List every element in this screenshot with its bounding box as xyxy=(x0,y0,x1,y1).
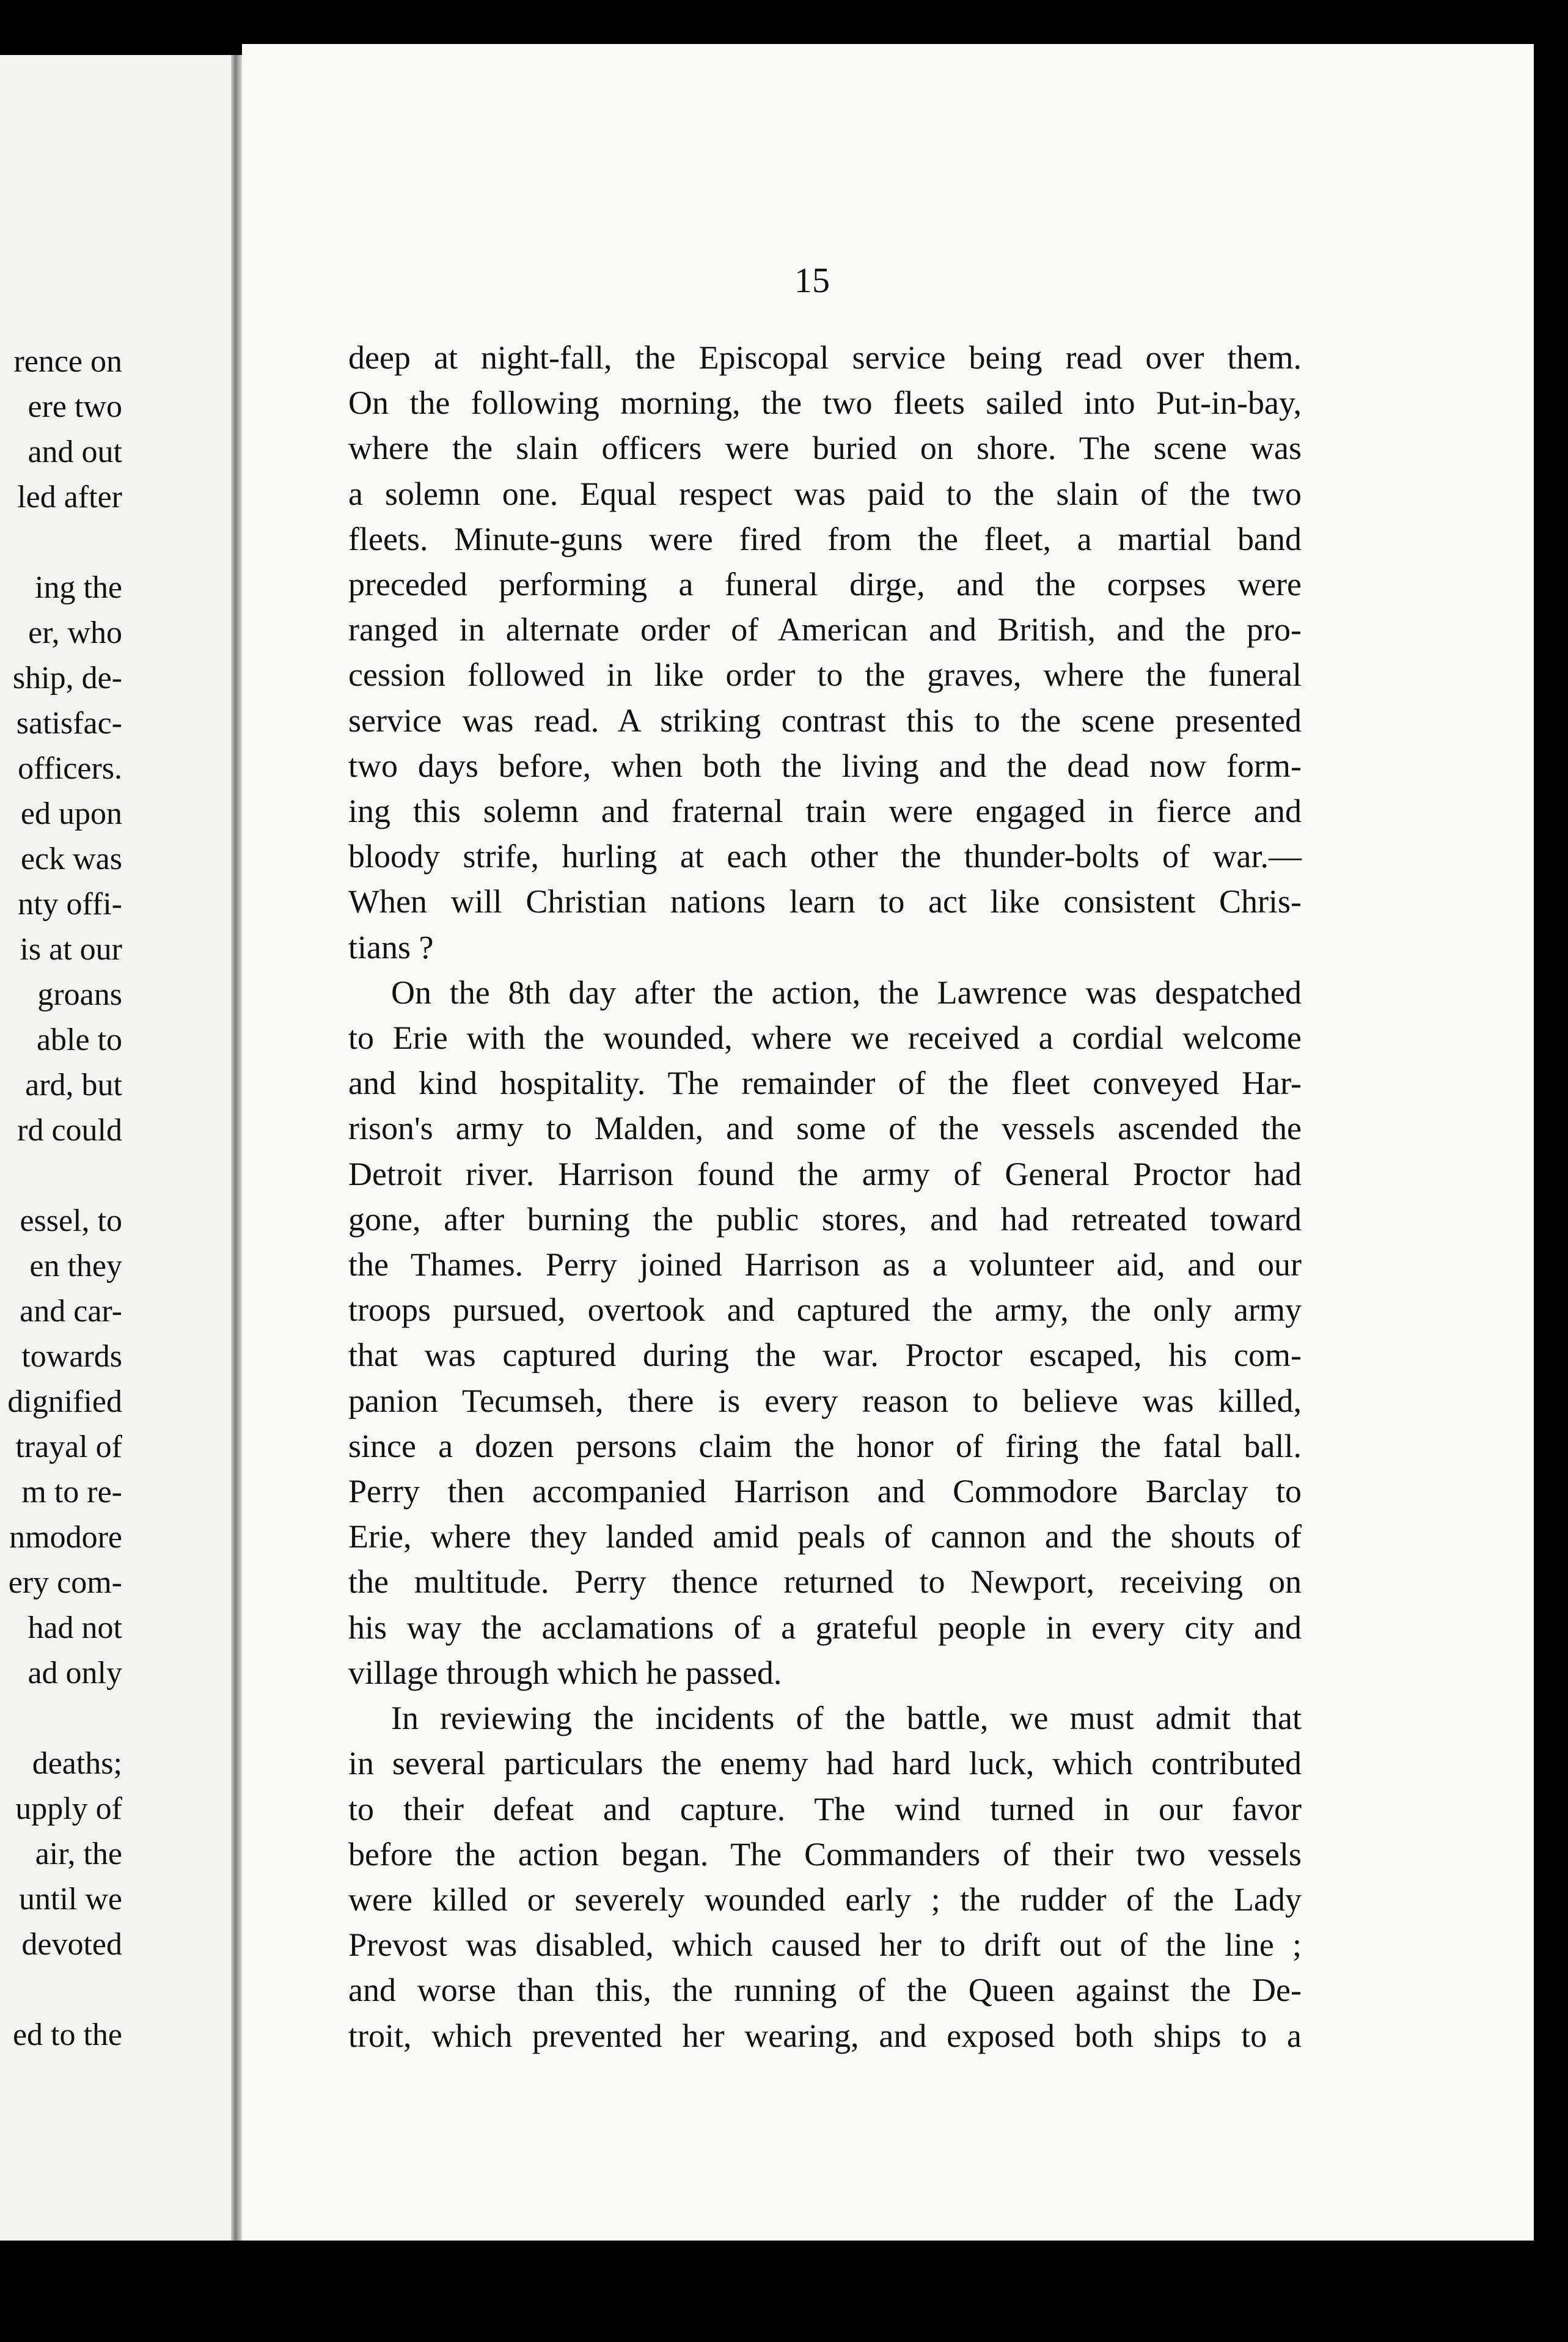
left-page-text-fragments xyxy=(0,339,122,2058)
text-line: where the slain officers were buried on shore. The scene was xyxy=(348,430,1302,467)
left-page-line: ship, de- xyxy=(12,661,122,696)
left-page-line: led after xyxy=(17,480,122,515)
left-page-line xyxy=(0,1153,122,1199)
left-page-line: rence on xyxy=(13,344,122,379)
left-page-line: groans xyxy=(37,977,122,1012)
text-line: in several particulars the enemy had hard luck, which contributed xyxy=(348,1745,1302,1782)
left-page-line: able to xyxy=(36,1022,122,1057)
text-line: deep at night-fall, the Episcopal service being read over them. xyxy=(348,339,1302,376)
left-page-line: towards xyxy=(21,1339,122,1374)
text-line: rison's army to Malden, and some of the vessels ascended the xyxy=(348,1110,1302,1147)
text-line: When will Christian nations learn to act like consistent Chris- xyxy=(348,883,1302,920)
left-page-line xyxy=(0,520,122,565)
left-page-line: trayal of xyxy=(15,1430,122,1464)
text-line: to Erie with the wounded, where we received a cordial welcome xyxy=(348,1019,1302,1057)
left-page-line: upply of xyxy=(15,1791,122,1826)
text-line: since a dozen persons claim the honor of firing the fatal ball. xyxy=(348,1427,1302,1464)
page-number: 15 xyxy=(794,260,830,300)
left-page-line: satisfac- xyxy=(16,706,122,741)
left-page-line: nmodore xyxy=(9,1520,122,1555)
left-page-line: er, who xyxy=(28,615,122,650)
text-line: fleets. Minute-guns were fired from the fleet, a martial band xyxy=(348,520,1302,557)
paragraph xyxy=(348,1695,1302,2058)
text-line: In reviewing the incidents of the battle, we must admit that xyxy=(391,1700,1302,1737)
paragraph xyxy=(348,335,1302,970)
left-page-line: air, the xyxy=(35,1837,122,1871)
left-page-line: ad only xyxy=(27,1656,122,1690)
text-line: On the following morning, the two fleets sailed into Put-in-bay, xyxy=(348,384,1302,422)
text-line: panion Tecumseh, there is every reason to believe was killed, xyxy=(348,1382,1302,1419)
text-line: two days before, when both the living and the dead now form- xyxy=(348,747,1302,784)
book-spine xyxy=(231,55,242,2243)
text-line: ranged in alternate order of American and British, and the pro- xyxy=(348,611,1302,648)
text-line: troit, which prevented her wearing, and exposed both ships to a xyxy=(348,2017,1302,2054)
text-line: before the action began. The Commanders of their two vessels xyxy=(348,1835,1302,1873)
left-page-line xyxy=(0,1967,122,2013)
text-line: village through which he passed. xyxy=(348,1654,782,1691)
left-page-line: and car- xyxy=(20,1294,122,1329)
left-page-line: until we xyxy=(19,1882,122,1917)
text-line: Prevost was disabled, which caused her to drift out of the line ; xyxy=(348,1926,1302,1964)
text-line: that was captured during the war. Proctor escaped, his com- xyxy=(348,1337,1302,1374)
left-page-line: and out xyxy=(27,435,122,469)
text-line: On the 8th day after the action, the Lawrence was despatched xyxy=(391,974,1302,1011)
left-page-line: ed upon xyxy=(20,796,122,831)
text-line: cession followed in like order to the graves, where the funeral xyxy=(348,656,1302,694)
text-line: a solemn one. Equal respect was paid to the slain of the two xyxy=(348,475,1302,512)
text-line: the Thames. Perry joined Harrison as a volunteer aid, and our xyxy=(348,1246,1302,1283)
left-page-line: eck was xyxy=(20,842,122,876)
text-line: the multitude. Perry thence returned to Newport, receiving on xyxy=(348,1563,1302,1601)
left-page-line: ard, but xyxy=(25,1068,122,1103)
left-page-line xyxy=(0,1696,122,1741)
left-page-line: dignified xyxy=(7,1384,122,1419)
text-line: bloody strife, hurling at each other the thunder-bolts of war.— xyxy=(348,838,1302,875)
text-line: gone, after burning the public stores, and had retreated toward xyxy=(348,1200,1302,1238)
text-line: and kind hospitality. The remainder of the fleet conveyed Har- xyxy=(348,1065,1302,1102)
left-page-line: officers. xyxy=(18,751,122,786)
text-line: service was read. A striking contrast this to the scene presented xyxy=(348,702,1302,739)
left-page-line: en they xyxy=(29,1249,122,1283)
left-page-line: nty offi- xyxy=(18,887,122,922)
text-line: Erie, where they landed amid peals of cannon and the shouts of xyxy=(348,1518,1302,1555)
paragraph xyxy=(348,970,1302,1695)
text-line: Perry then accompanied Harrison and Commodore Barclay to xyxy=(348,1473,1302,1510)
text-line: Detroit river. Harrison found the army of General Proctor had xyxy=(348,1155,1302,1192)
text-line: his way the acclamations of a grateful people in every city and xyxy=(348,1609,1302,1646)
text-line: to their defeat and capture. The wind turned in our favor xyxy=(348,1790,1302,1827)
text-line: tians ? xyxy=(348,928,434,966)
left-page-line: had not xyxy=(27,1610,122,1645)
text-line: and worse than this, the running of the Queen against the De- xyxy=(348,1972,1302,2009)
left-page-line: is at our xyxy=(20,932,122,967)
left-page-line: ed to the xyxy=(12,2017,122,2052)
left-page-line: rd could xyxy=(17,1113,122,1148)
left-page-line: deaths; xyxy=(32,1746,122,1781)
left-page-line: ery com- xyxy=(8,1565,122,1600)
text-line: were killed or severely wounded early ; the rudder of the Lady xyxy=(348,1881,1302,1918)
left-page-line: devoted xyxy=(21,1927,122,1962)
left-page-line: essel, to xyxy=(20,1203,122,1238)
left-page-line: ing the xyxy=(35,570,122,605)
left-page-line: m to re- xyxy=(21,1475,122,1510)
scan-border xyxy=(0,2241,1568,2342)
text-line: troops pursued, overtook and captured the army, the only army xyxy=(348,1291,1302,1329)
text-line: preceded performing a funeral dirge, and the corpses were xyxy=(348,566,1302,603)
text-line: ing this solemn and fraternal train were engaged in fierce and xyxy=(348,793,1302,830)
left-page-line: ere two xyxy=(27,389,122,424)
body-text xyxy=(348,335,1302,2058)
